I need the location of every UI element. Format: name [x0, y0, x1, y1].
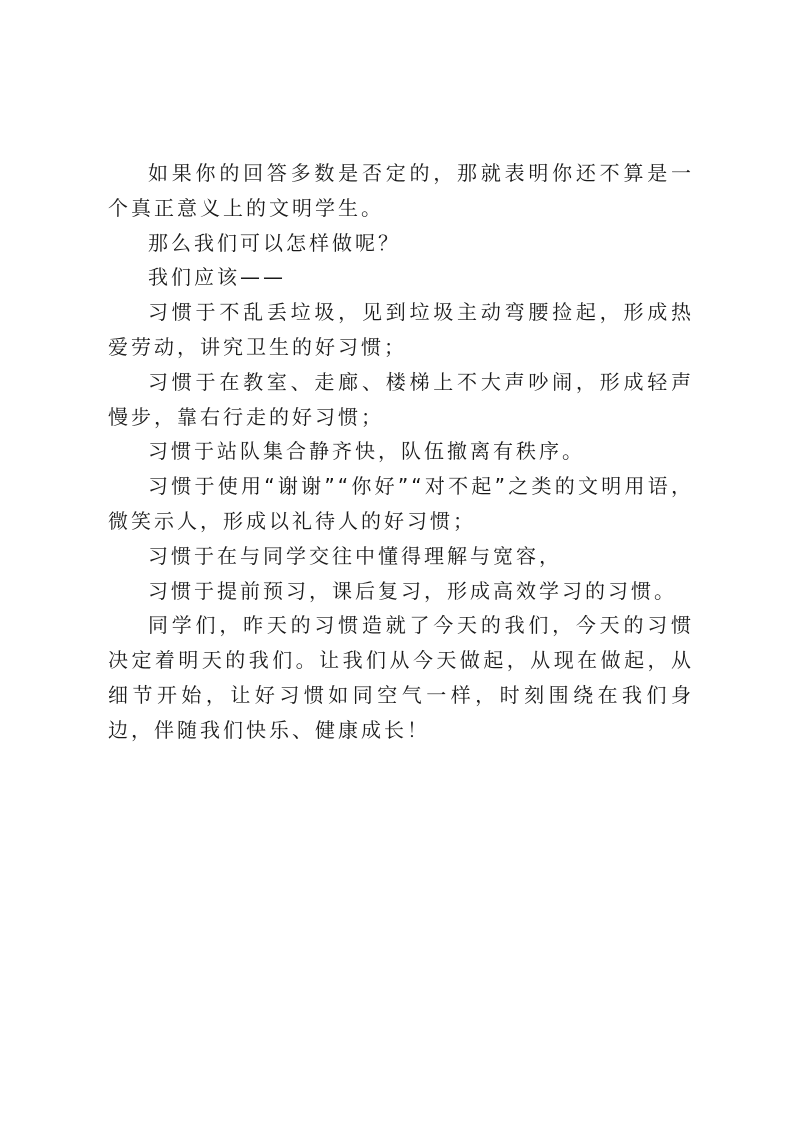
- paragraph-understanding: 习惯于在与同学交往中懂得理解与宽容，: [148, 543, 562, 568]
- paragraph-lining-up: 习惯于站队集合静齐快，队伍撤离有秩序。: [148, 439, 585, 464]
- paragraph-quiet-walking: 习惯于在教室、走廊、楼梯上不大声吵闹，形成轻声慢步，靠右行走的好习惯；: [108, 369, 694, 429]
- paragraph-no-littering: 习惯于不乱丢垃圾，见到垃圾主动弯腰捡起，形成热爱劳动，讲究卫生的好习惯；: [108, 300, 694, 359]
- document-body: [108, 156, 694, 748]
- paragraph-study-habits: 习惯于提前预习，课后复习，形成高效学习的习惯。: [148, 578, 677, 603]
- paragraph-conclusion: 同学们，昨天的习惯造就了今天的我们，今天的习惯决定着明天的我们。让我们从今天做起，从现在做起，从细节开始，让好习惯如同空气一样，时刻围绕在我们身边，伴随我们快乐、健康成长！: [108, 613, 694, 742]
- paragraph-we-should: 我们应该——: [148, 265, 286, 290]
- paragraph-negative-answers: 如果你的回答多数是否定的，那就表明你还不算是一个真正意义上的文明学生。: [108, 161, 694, 220]
- paragraph-question: 那么我们可以怎样做呢？: [148, 230, 401, 255]
- paragraph-polite-words: 习惯于使用“谢谢”“你好”“对不起”之类的文明用语，微笑示人，形成以礼待人的好习惯；: [108, 474, 694, 533]
